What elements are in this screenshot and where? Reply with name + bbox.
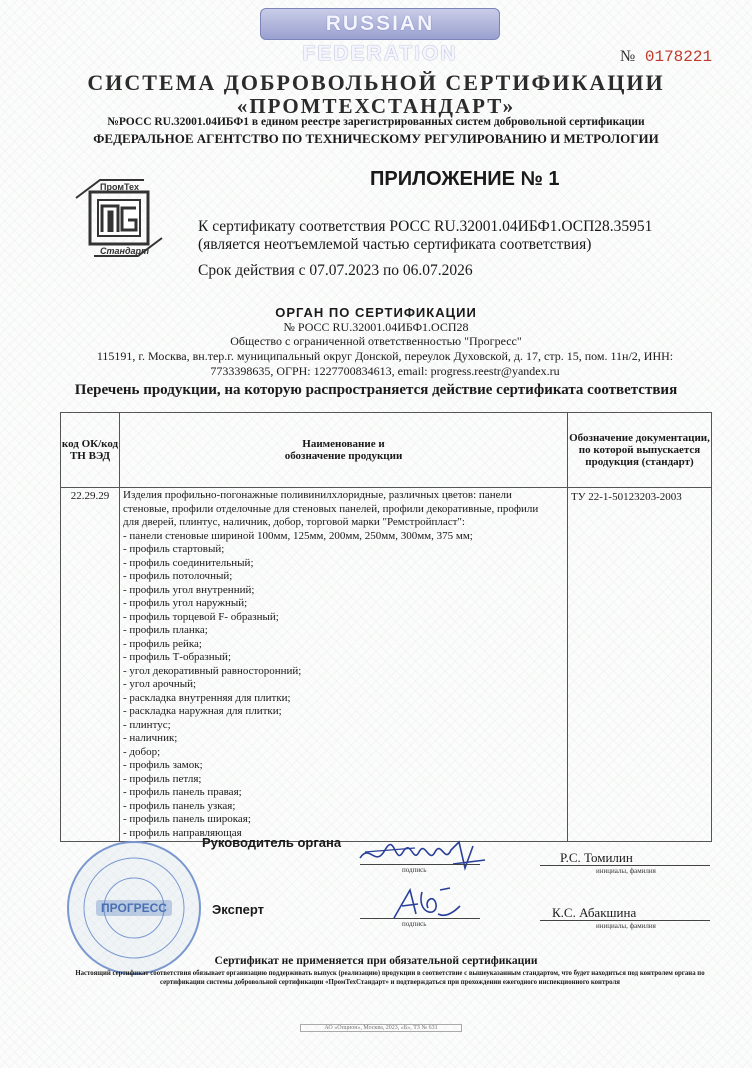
cert-body-title: ОРГАН ПО СЕРТИФИКАЦИИ bbox=[275, 305, 477, 320]
product-line: для дверей, плинтус, наличник, добор, торговой марки "Ремстройпласт": bbox=[123, 516, 465, 528]
product-line: - угол арочный; bbox=[123, 678, 197, 690]
certificate-reference-note: (является неотъемлемой частью сертификата соответствия) bbox=[198, 236, 592, 253]
product-line: - раскладка внутренняя для плитки; bbox=[123, 691, 291, 704]
product-line: - профиль петля; bbox=[123, 772, 202, 785]
product-line: - профиль Т-образный; bbox=[123, 651, 231, 663]
product-line: - профиль планка; bbox=[123, 624, 208, 636]
table-header-row bbox=[61, 413, 712, 488]
agency-name: ФЕДЕРАЛЬНОЕ АГЕНТСТВО ПО ТЕХНИЧЕСКОМУ РЕГУЛИРОВАНИЮ И МЕТРОЛОГИИ bbox=[93, 131, 659, 146]
country-banner: RUSSIAN FEDERATION bbox=[260, 8, 500, 40]
product-line: - профиль направляющая bbox=[123, 826, 242, 839]
product-list-title: Перечень продукции, на которую распространяется действие сертификата соответствия bbox=[74, 382, 678, 398]
promtekhstandart-logo-icon bbox=[70, 178, 168, 258]
form-number-label: № bbox=[620, 48, 636, 65]
product-line: - профиль панель правая; bbox=[123, 786, 242, 798]
product-line: - раскладка наружная для плитки; bbox=[123, 705, 282, 717]
product-line: - плинтус; bbox=[123, 718, 171, 731]
appendix-title: ПРИЛОЖЕНИЕ № 1 bbox=[370, 168, 560, 190]
header-doc: Обозначение документации, по которой выпускается продукция (стандарт) bbox=[568, 413, 712, 488]
not-required-note: Сертификат не применяется при обязательной сертификации bbox=[214, 955, 538, 967]
expert-name: К.С. Абакшина bbox=[552, 905, 637, 920]
product-standard: ТУ 22-1-50123203-2003 bbox=[568, 488, 712, 842]
svg-text:ПРОГРЕСС: ПРОГРЕСС bbox=[101, 901, 167, 915]
expert-signature-line bbox=[360, 918, 480, 919]
expert-signature-label: Эксперт bbox=[212, 902, 265, 917]
system-title-line2: «ПРОМТЕХСТАНДАРТ» bbox=[236, 94, 516, 118]
head-signature-line bbox=[360, 864, 480, 865]
form-number bbox=[620, 48, 712, 66]
product-line: - профиль панель широкая; bbox=[123, 813, 251, 825]
cert-body-address: 115191, г. Москва, вн.тер.г. муниципальный округ Донской, переулок Духовской, д. 17, стр. 15, пом. 11н/2, ИНН: 7733398635, ОГРН: 1227700834613, email: progress.reestr@yandex.ru bbox=[96, 349, 674, 378]
fine-print: Настоящий сертификат соответствия обязывает организацию поддерживать выпуск (реализацию) продукции в соответствие с вышеуказанным стандартом, что будет находиться под контролем органа по сертификации системы добровольной сертификации «ПромТехСтандарт» и подтверждаться при прохождении ежегодного инспекционного контроля bbox=[75, 970, 705, 986]
product-code: 22.29.29 bbox=[61, 488, 120, 842]
product-line: стеновые, профили отделочные для стеновых панелей, профили декоративные, профили bbox=[123, 502, 539, 515]
svg-text:ПромТех: ПромТех bbox=[100, 182, 139, 192]
product-line: Изделия профильно-погонажные поливинилхлоридные, различных цветов: панели bbox=[123, 489, 512, 501]
header-product: Наименование и обозначение продукции bbox=[120, 413, 568, 488]
form-number-value: 0178221 bbox=[644, 48, 713, 66]
svg-text:Стандарт: Стандарт bbox=[100, 246, 150, 256]
head-name-line bbox=[540, 865, 710, 866]
product-line: - угол декоративный равносторонний; bbox=[123, 664, 302, 677]
header-code: код ОК/код ТН ВЭД bbox=[61, 413, 120, 488]
expert-name-caption: инициалы, фамилия bbox=[596, 922, 656, 930]
expert-signature-caption: подпись bbox=[402, 920, 427, 928]
product-table bbox=[60, 412, 712, 842]
head-signature-caption: подпись bbox=[402, 866, 427, 874]
cert-body-number: № РОСС RU.32001.04ИБФ1.ОСП28 bbox=[283, 320, 469, 334]
expert-name-line bbox=[540, 920, 710, 921]
product-line: - профиль панель узкая; bbox=[123, 799, 236, 812]
product-line: - профиль стартовый; bbox=[123, 543, 225, 555]
head-name-caption: инициалы, фамилия bbox=[596, 867, 656, 875]
head-signature-label: Руководитель органа bbox=[202, 835, 342, 850]
product-line: - профиль замок; bbox=[123, 759, 203, 771]
product-line: - панели стеновые шириной 100мм, 125мм, 200мм, 250мм, 300мм, 375 мм; bbox=[123, 529, 473, 542]
table-row bbox=[61, 488, 712, 842]
product-line: - профиль рейка; bbox=[123, 637, 202, 650]
product-line: - профиль потолочный; bbox=[123, 570, 233, 582]
product-line: - профиль торцевой F- образный; bbox=[123, 610, 279, 623]
registry-line: №РОСС RU.32001.04ИБФ1 в едином реестре зарегистрированных систем добровольной сертификации bbox=[107, 116, 645, 128]
head-name: Р.С. Томилин bbox=[560, 850, 633, 865]
cert-body-name: Общество с ограниченной ответственностью "Прогресс" bbox=[230, 334, 522, 348]
certificate-reference: К сертификату соответствия РОСС RU.32001.04ИБФ1.ОСП28.35951 bbox=[198, 218, 653, 235]
product-line: - профиль угол внутренний; bbox=[123, 583, 255, 596]
system-title-line1: СИСТЕМА ДОБРОВОЛЬНОЙ СЕРТИФИКАЦИИ bbox=[87, 70, 665, 95]
printer-footer: АО «Опцион», Москва, 2023, «Б», ТЗ № 631 bbox=[300, 1024, 462, 1032]
product-description bbox=[120, 488, 568, 842]
product-line: - добор; bbox=[123, 745, 161, 758]
product-line: - профиль угол наружный; bbox=[123, 597, 248, 609]
validity-period: Срок действия с 07.07.2023 по 06.07.2026 bbox=[198, 262, 473, 279]
product-line: - профиль соединительный; bbox=[123, 556, 254, 569]
product-line: - наличник; bbox=[123, 732, 178, 744]
